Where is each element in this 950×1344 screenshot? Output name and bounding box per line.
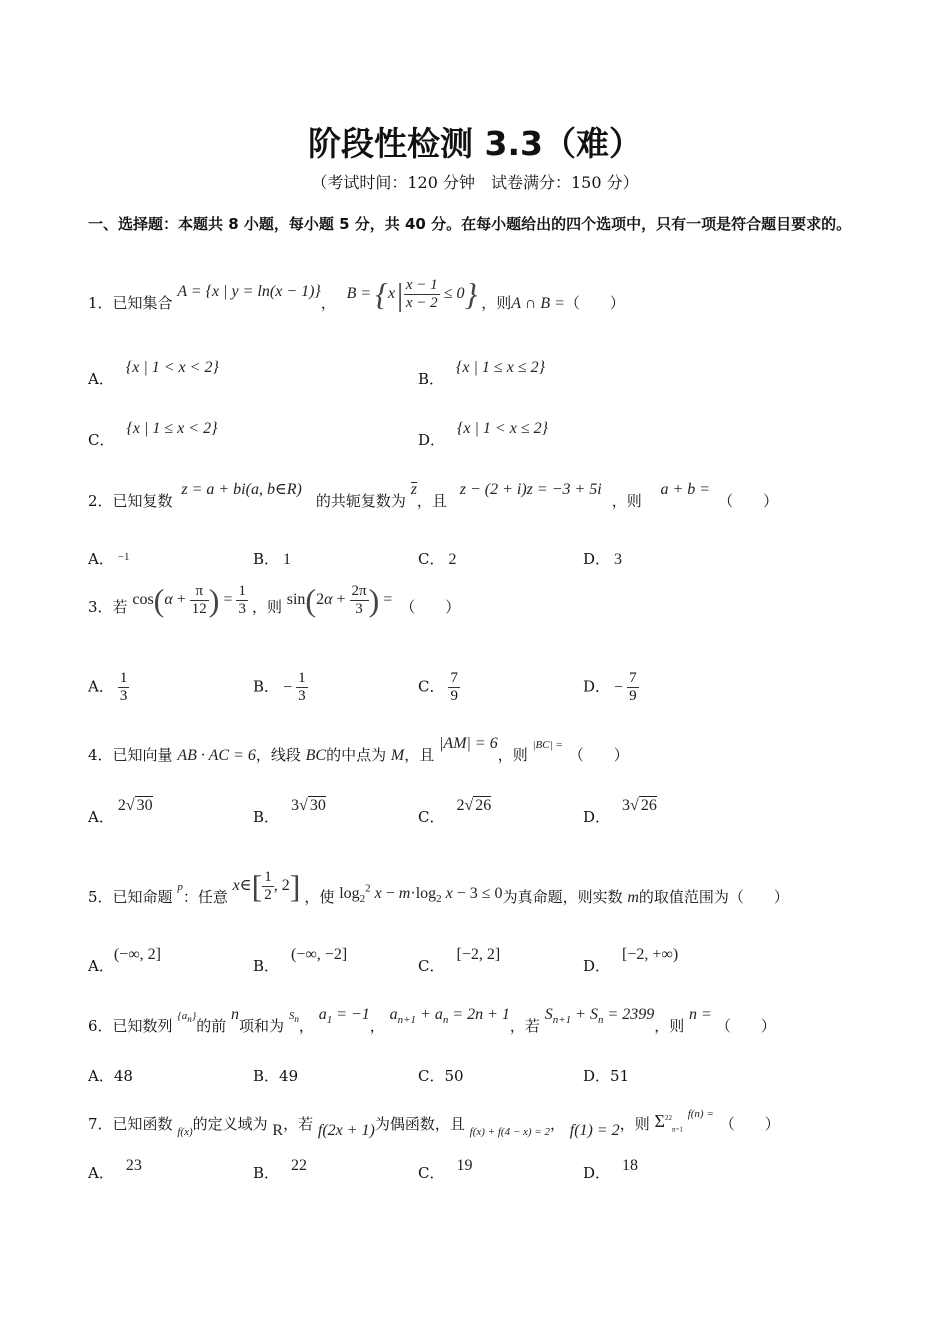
- q1-option-d[interactable]: D．{x | 1 < x ≤ 2}: [418, 420, 549, 449]
- q6-option-b[interactable]: B．49: [253, 1067, 299, 1085]
- summation-sign: $\Sigma^{22}_{n=1}$: [654, 1111, 683, 1134]
- cos-expr: cos(α + $\frac{\pi}{12}$ ) = $\frac{1}{3}$: [132, 582, 246, 618]
- q5-option-d[interactable]: D．[−2, +∞): [583, 946, 679, 975]
- q5-option-b[interactable]: B．(−∞, −2]: [253, 946, 348, 975]
- page-title: 阶段性检测 3.3（难）: [308, 124, 642, 163]
- q6-option-a[interactable]: A．48: [88, 1067, 133, 1085]
- question-3: 3．若 cos(α + $\frac{\pi}{12}$ ) = $\frac{1}{3}$ ，则 sin(2α + $\frac{2\pi}{3}$ ) = （ ）: [88, 582, 461, 618]
- sin-expr: sin(2α + $\frac{2\pi}{3}$ ) =: [286, 582, 397, 618]
- q7-option-b[interactable]: B． 22: [253, 1157, 308, 1182]
- q2-option-a[interactable]: A． $^{-1}$: [88, 550, 130, 568]
- q3-option-d[interactable]: D． − $\frac{7}{9}$: [583, 670, 637, 704]
- question-6: 6．已知数列 $^{\{a_n\}}$的前 n项和为 $^{S_n}$， $a_1 = -1$， $a_{n+1} + a_n = 2n + 1$，若 $S_{n+1} + S_n = 2399$，则 n =（ ）: [88, 1006, 776, 1035]
- q2-option-d[interactable]: D． 3: [583, 550, 623, 568]
- q5-option-a[interactable]: A．(−∞, 2]: [88, 946, 161, 975]
- domain-expr: x∈[ $\frac{1}{2}$ , 2]: [232, 868, 301, 904]
- q1-option-c[interactable]: C．{x | 1 ≤ x < 2}: [88, 420, 218, 449]
- q2-option-b[interactable]: B． 1: [253, 550, 292, 568]
- q4-option-a[interactable]: A．2√ 30: [88, 797, 153, 826]
- question-2: 2．已知复数 z = a + bi(a, b∈R)的共轭复数为 z，且 z − (2 + i)z = −3 + 5i，则 a + b =（ ）: [88, 481, 779, 510]
- question-7: 7．已知函数 $_{f(x)}$的定义域为 R，若 f(2x + 1)为偶函数，且 $_{f(x) + f(4 - x) = 2}$， f(1) = 2，则 $\Sigma^{22}_{n=1}$ $^{f(n) =}$（ ）: [88, 1108, 780, 1139]
- q6-option-c[interactable]: C．50: [418, 1067, 464, 1085]
- question-5: 5．已知命题 $^p$：任意 x∈[ $\frac{1}{2}$ , 2] ，使 $\log_2^2 x - m\cdot\log_2$ x − 3 ≤ 0为真命题，则实数 m的取值范围为（ ）: [88, 868, 789, 907]
- q3-option-a[interactable]: A． $\frac{1}{3}$: [88, 670, 128, 704]
- q3-option-c[interactable]: C． $\frac{7}{9}$: [418, 670, 458, 704]
- question-1: 1．已知集合 A = {x | y = ln(x − 1)}， B = {x| $\frac{x - 1}{x - 2}$ ≤ 0} ，则A ∩ B =（ ）: [88, 276, 625, 313]
- section-heading: 一、选择题：本题共 8 小题，每小题 5 分，共 40 分。在每小题给出的四个选项中，只有一项是符合题目要求的。: [88, 215, 852, 233]
- set-b: B = {x| $\frac{x - 1}{x - 2}$ ≤ 0}: [346, 276, 478, 312]
- set-a: A = {x | y = ln(x − 1)}: [177, 283, 321, 301]
- q1-option-b[interactable]: B．{x | 1 ≤ x ≤ 2}: [418, 359, 545, 388]
- q6-option-d[interactable]: D．51: [583, 1067, 630, 1085]
- q7-option-c[interactable]: C． 19: [418, 1157, 473, 1182]
- q5-option-c[interactable]: C．[−2, 2]: [418, 946, 501, 975]
- q7-option-d[interactable]: D． 18: [583, 1157, 639, 1182]
- question-4: 4．已知向量 AB · AC = 6，线段 BC的中点为 M，且 |AM| = 6，则 $^{|BC| =}$（ ）: [88, 735, 629, 764]
- q2-option-c[interactable]: C． 2: [418, 550, 457, 568]
- q3-option-b[interactable]: B． − $\frac{1}{3}$: [253, 670, 306, 704]
- q4-option-d[interactable]: D．3√ 26: [583, 797, 657, 826]
- q4-option-b[interactable]: B．3√ 30: [253, 797, 326, 826]
- q7-option-a[interactable]: A． 23: [88, 1157, 142, 1182]
- exam-info: （考试时间：120 分钟 试卷满分：150 分）: [311, 173, 639, 192]
- q4-option-c[interactable]: C．2√ 26: [418, 797, 492, 826]
- q1-option-a[interactable]: A．{x | 1 < x < 2}: [88, 359, 219, 388]
- log-inequality: $\log_2^2 x - m\cdot\log_2$ x − 3 ≤ 0: [339, 882, 503, 906]
